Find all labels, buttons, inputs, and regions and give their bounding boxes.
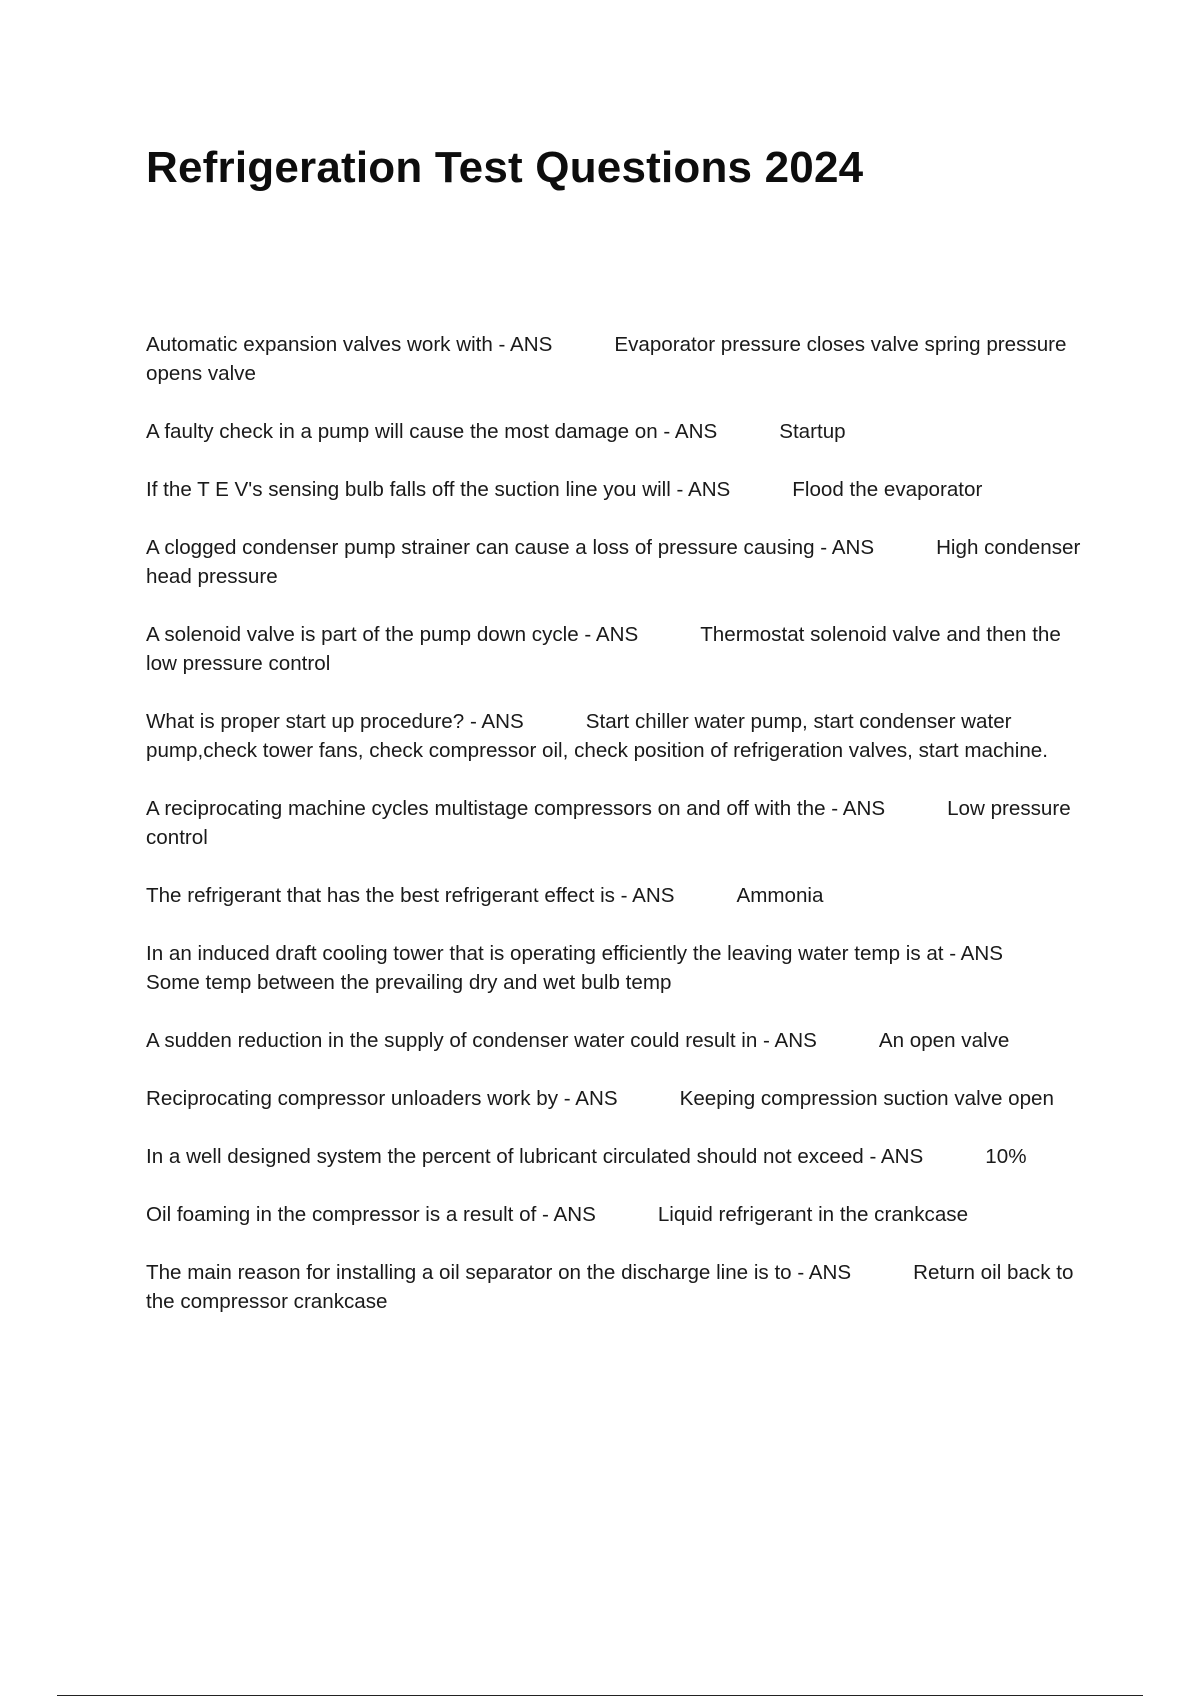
answer-text: Ammonia [736,884,824,907]
answer-text: Evaporator pressure closes valve spring pressure opens valve [146,333,1073,385]
qa-item [146,1258,1086,1316]
qa-item [146,939,1086,997]
qa-list [146,330,1086,1345]
question-text: The refrigerant that has the best refrigerant effect is - ANS [146,884,675,907]
qa-item [146,475,1086,504]
answer-text: Thermostat solenoid valve and then the low pressure control [146,623,1067,675]
question-text: The main reason for installing a oil separator on the discharge line is to - ANS [146,1261,852,1284]
qa-item [146,533,1086,591]
question-text: Reciprocating compressor unloaders work by - ANS [146,1087,618,1110]
qa-item [146,1200,1086,1229]
answer-text: Return oil back to the compressor crankcase [146,1261,1080,1313]
answer-text: Keeping compression suction valve open [679,1087,1054,1110]
question-text: A sudden reduction in the supply of condenser water could result in - ANS [146,1029,817,1052]
footer-divider [57,1695,1143,1696]
answer-text: An open valve [878,1029,1010,1052]
answer-text: High condenser head pressure [146,536,1087,588]
qa-item [146,330,1086,388]
question-text: If the T E V's sensing bulb falls off the suction line you will - ANS [146,478,731,501]
answer-text: Flood the evaporator [792,478,983,501]
question-text: What is proper start up procedure? - ANS [146,710,524,733]
qa-item [146,417,1086,446]
qa-item [146,1084,1086,1113]
qa-item [146,707,1086,765]
question-text: In an induced draft cooling tower that is operating efficiently the leaving water temp is at - ANS [146,942,1004,965]
question-text: Automatic expansion valves work with - ANS [146,333,553,356]
question-text: In a well designed system the percent of lubricant circulated should not exceed - ANS [146,1145,924,1168]
question-text: A clogged condenser pump strainer can cause a loss of pressure causing - ANS [146,536,875,559]
question-text: A reciprocating machine cycles multistage compressors on and off with the - ANS [146,797,886,820]
qa-item [146,1026,1086,1055]
qa-item [146,620,1086,678]
question-text: A solenoid valve is part of the pump down cycle - ANS [146,623,639,646]
page-title: Refrigeration Test Questions 2024 [146,143,864,192]
answer-text: Some temp between the prevailing dry and wet bulb temp [146,971,672,994]
answer-text: Liquid refrigerant in the crankcase [657,1203,969,1226]
answer-text: Startup [779,420,846,443]
answer-text: 10% [985,1145,1027,1168]
qa-item [146,794,1086,852]
question-text: A faulty check in a pump will cause the most damage on - ANS [146,420,718,443]
answer-text: Start chiller water pump, start condenser water pump,check tower fans, check compressor oil, check position of refrigeration valves, start machine. [146,710,1048,762]
qa-item [146,1142,1086,1171]
qa-item [146,881,1086,910]
question-text: Oil foaming in the compressor is a result of - ANS [146,1203,596,1226]
answer-text: Low pressure control [146,797,1077,849]
